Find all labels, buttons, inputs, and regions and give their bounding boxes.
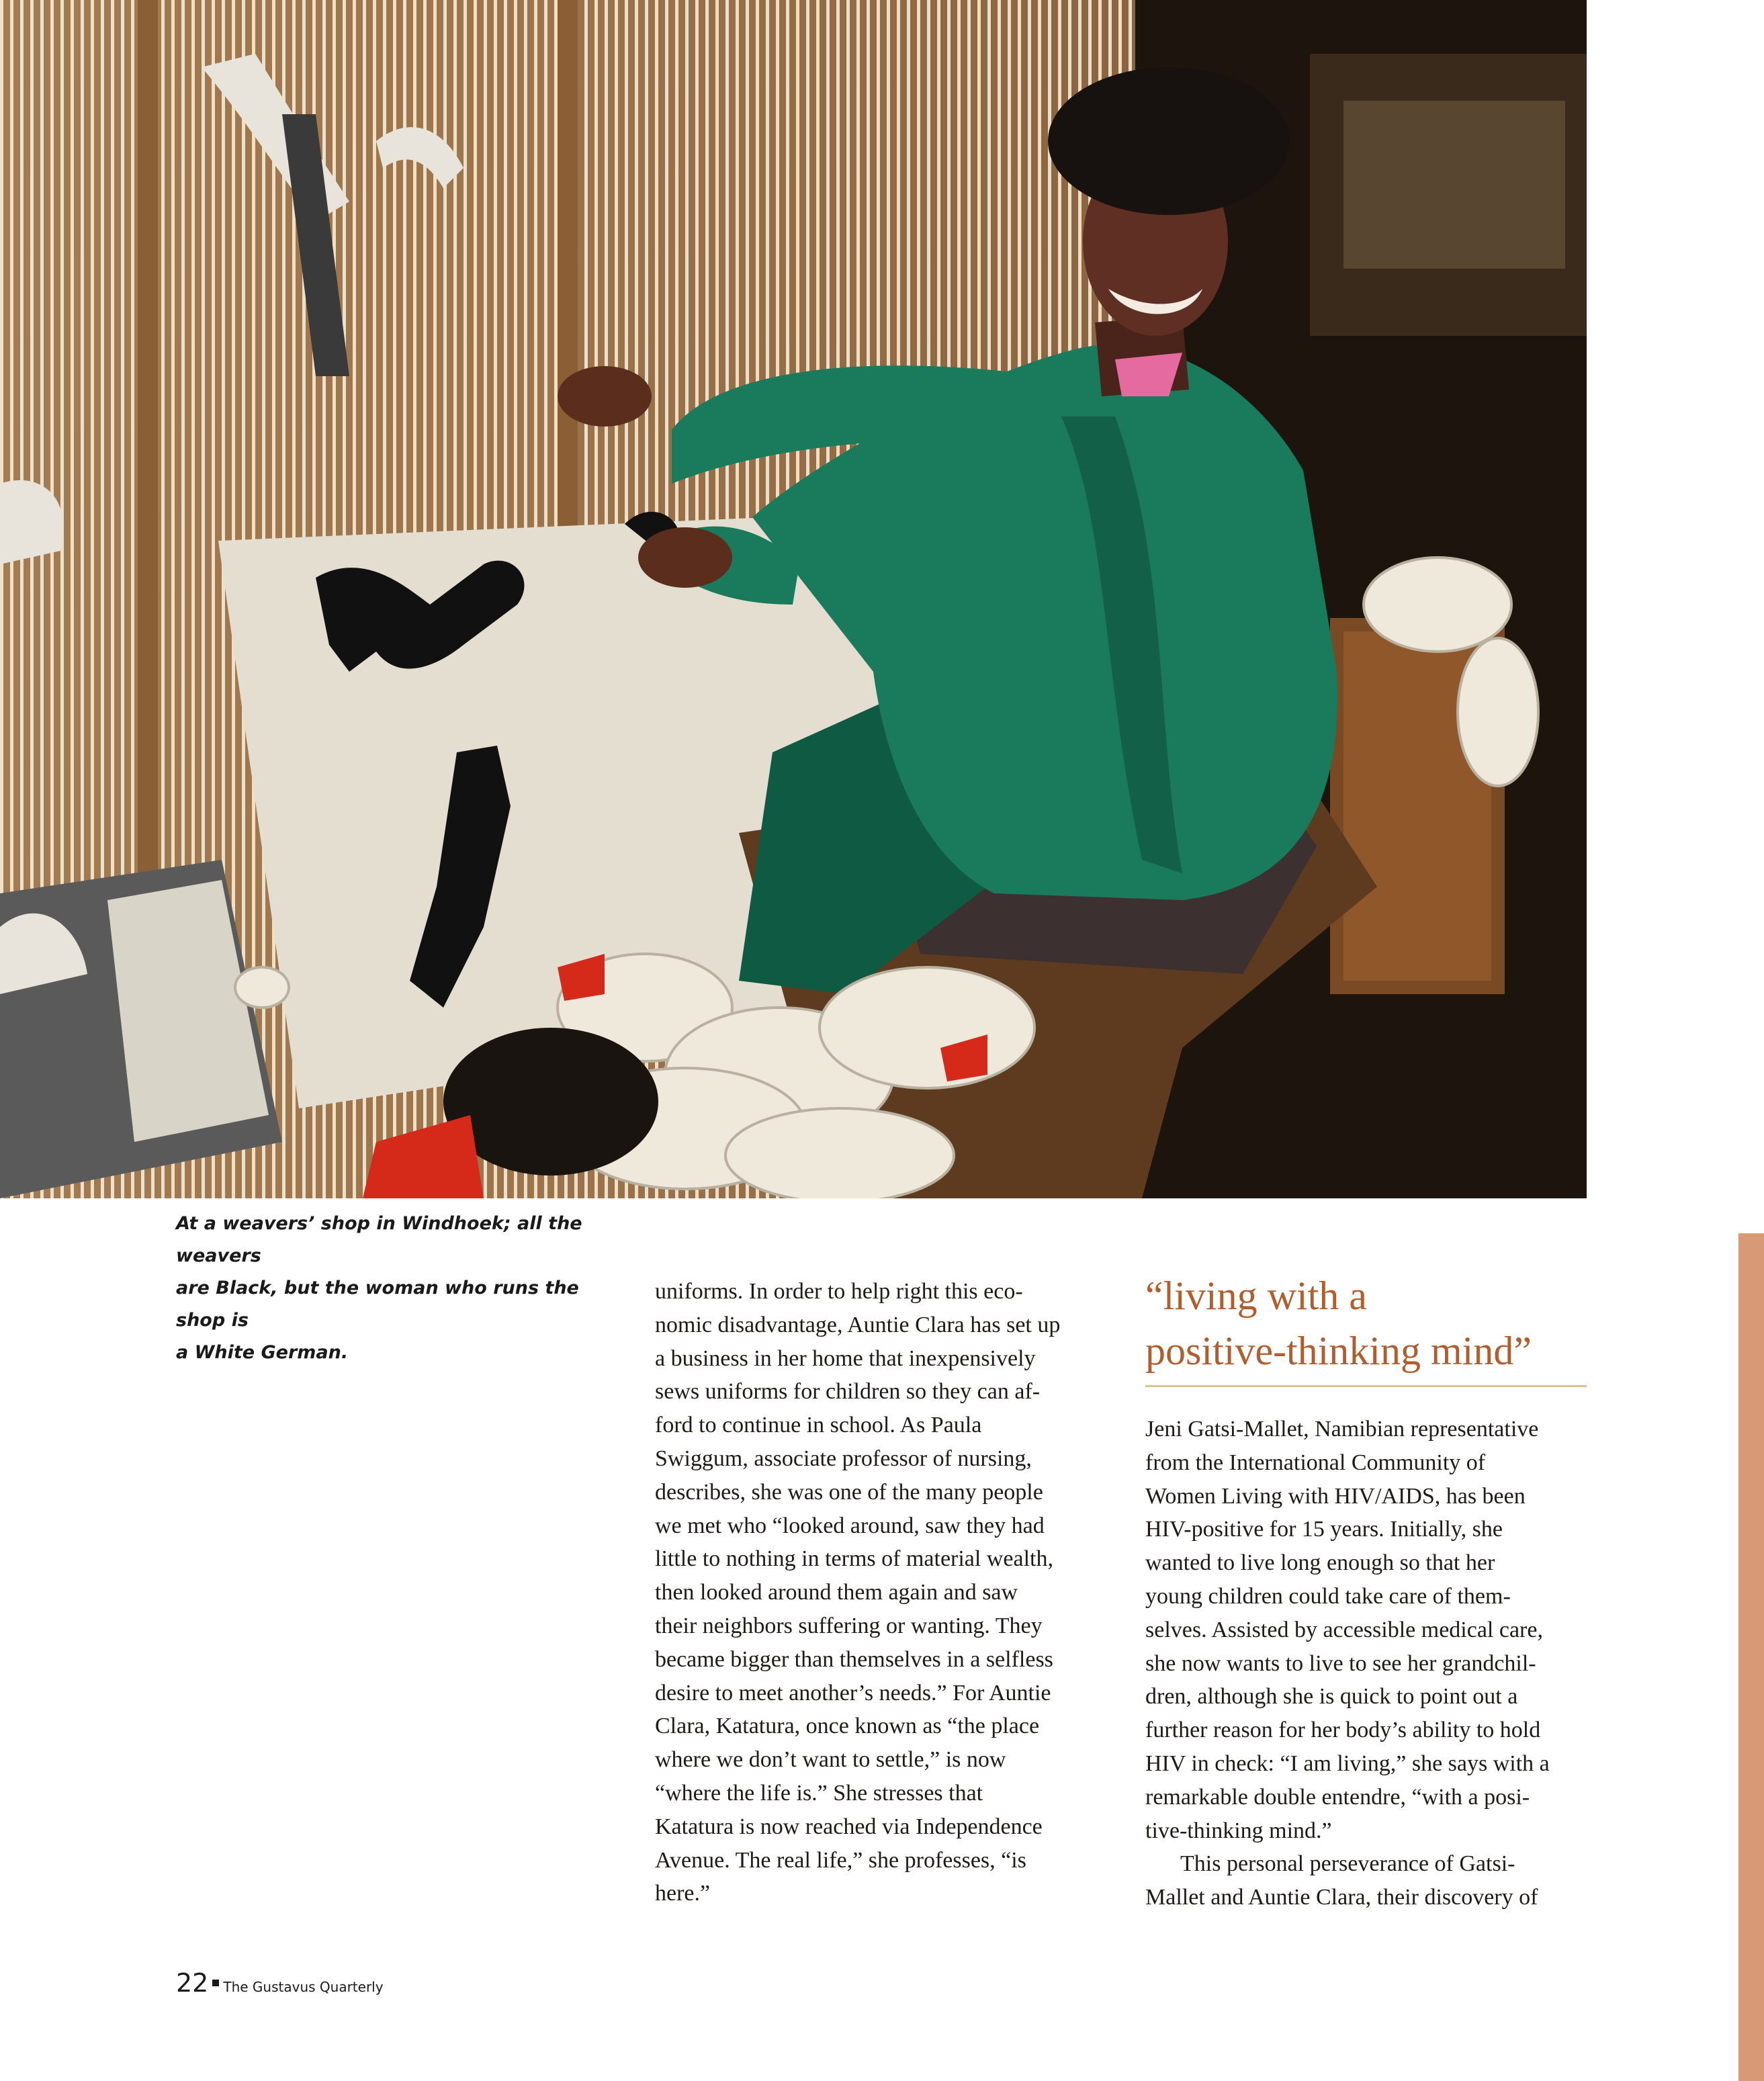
text-line: remarkable double entendre, “with a posi- bbox=[1145, 1784, 1530, 1810]
right-paragraph-1 bbox=[1145, 1413, 1595, 1847]
text-line: desire to meet another’s needs.” For Auntie bbox=[655, 1680, 1051, 1706]
text-line: we met who “looked around, saw they had bbox=[655, 1513, 1045, 1538]
text-line: Clara, Katatura, once known as “the place bbox=[655, 1714, 1040, 1739]
text-line: Swiggum, associate professor of nursing, bbox=[655, 1446, 1032, 1471]
footer-separator bbox=[212, 1980, 219, 1986]
text-line: wanted to live long enough so that her bbox=[1145, 1550, 1495, 1576]
text-line: describes, she was one of the many people bbox=[655, 1479, 1043, 1505]
text-line: a business in her home that inexpensively bbox=[655, 1345, 1036, 1371]
text-line: uniforms. In order to help right this eco- bbox=[655, 1279, 1023, 1304]
section-heading bbox=[1145, 1268, 1595, 1378]
text-line: then looked around them again and saw bbox=[655, 1580, 1018, 1605]
publication-name: The Gustavus Quarterly bbox=[223, 1979, 384, 1995]
text-line: became bigger than themselves in a selfless bbox=[655, 1646, 1053, 1672]
text-line: here.” bbox=[655, 1881, 711, 1906]
text-line: little to nothing in terms of material wealth, bbox=[655, 1546, 1053, 1572]
heading-line: positive-thinking mind” bbox=[1145, 1329, 1532, 1373]
text-line: sews uniforms for children so they can af- bbox=[655, 1379, 1041, 1405]
page-number: 22 bbox=[176, 1968, 209, 1998]
text-line: HIV in check: “I am living,” she says with a bbox=[1145, 1751, 1550, 1776]
text-line: where we don’t want to settle,” is now bbox=[655, 1747, 1006, 1773]
caption-line: At a weavers’ shop in Windhoek; all the weavers bbox=[176, 1213, 582, 1266]
text-line: nomic disadvantage, Auntie Clara has set up bbox=[655, 1312, 1061, 1337]
text-line: “where the life is.” She stresses that bbox=[655, 1780, 983, 1806]
text-line: ford to continue in school. As Paula bbox=[655, 1413, 982, 1438]
text-line: Avenue. The real life,” she professes, “is bbox=[655, 1847, 1026, 1873]
right-column bbox=[1145, 1268, 1595, 1914]
text-line: further reason for her body’s ability to hold bbox=[1145, 1718, 1541, 1743]
text-line: HIV-positive for 15 years. Initially, she bbox=[1145, 1517, 1503, 1542]
heading-rule bbox=[1145, 1385, 1587, 1387]
text-line: their neighbors suffering or wanting. They bbox=[655, 1613, 1043, 1638]
text-line: Women Living with HIV/AIDS, has been bbox=[1145, 1483, 1526, 1509]
text-line: Jeni Gatsi-Mallet, Namibian representative bbox=[1145, 1417, 1539, 1442]
page-footer bbox=[176, 1968, 384, 2002]
text-line: young children could take care of them- bbox=[1145, 1583, 1511, 1609]
caption-line: are Black, but the woman who runs the shop is bbox=[176, 1278, 579, 1331]
text-line: she now wants to live to see her grandchil- bbox=[1145, 1650, 1536, 1676]
right-paragraph-2 bbox=[1145, 1847, 1595, 1914]
caption-line: a White German. bbox=[176, 1342, 349, 1363]
text-line: This personal perseverance of Gatsi- bbox=[1180, 1851, 1515, 1877]
middle-column bbox=[655, 1275, 1125, 1910]
text-line: tive-thinking mind.” bbox=[1145, 1818, 1332, 1843]
text-line: Katatura is now reached via Independence bbox=[655, 1814, 1043, 1839]
photo-caption bbox=[176, 1208, 619, 1369]
middle-paragraph bbox=[655, 1275, 1125, 1910]
text-line: from the International Community of bbox=[1145, 1450, 1486, 1475]
text-line: selves. Assisted by accessible medical care, bbox=[1145, 1617, 1543, 1642]
text-line: Mallet and Auntie Clara, their discovery of bbox=[1145, 1885, 1538, 1910]
page-edge-tab bbox=[1738, 1233, 1764, 2081]
heading-line: “living with a bbox=[1145, 1274, 1367, 1318]
text-line: dren, although she is quick to point out a bbox=[1145, 1684, 1518, 1710]
